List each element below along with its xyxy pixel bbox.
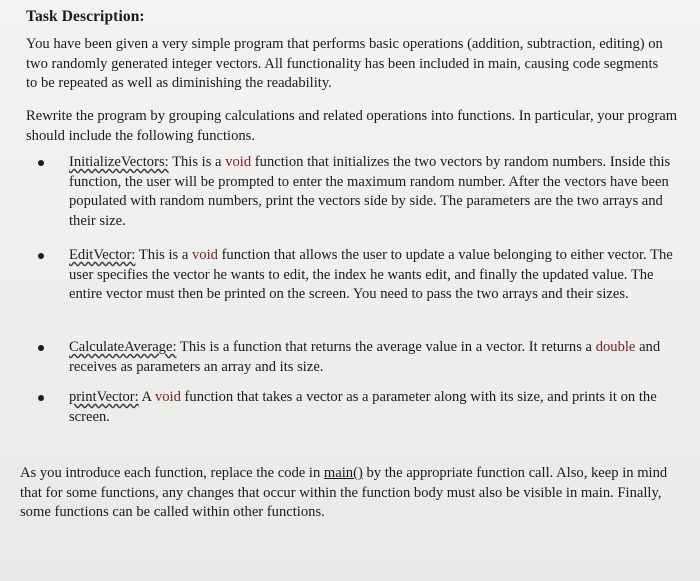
function-name: CalculateAverage: bbox=[69, 339, 177, 355]
description-text: A bbox=[138, 389, 155, 405]
keyword: void bbox=[191, 247, 218, 263]
bullet-dot-icon bbox=[38, 345, 44, 351]
function-description bbox=[69, 338, 689, 377]
instructions-paragraph: Rewrite the program by grouping calculations and related operations into functions. In particular, your program should include the following functions. bbox=[26, 108, 678, 144]
description-text: This is a function that returns the average value in a vector. It returns a bbox=[176, 339, 596, 355]
description-text: function that allows the user to update a value belonging to either vector. The user specifies the vector he wants to edit, the index he wants edit, and finally the updated value. The entire vector must then be printed on the screen. You need to pass the two arrays and their sizes. bbox=[69, 247, 673, 302]
task-heading: Task Description: bbox=[26, 8, 145, 25]
keyword: void bbox=[154, 389, 181, 405]
function-description bbox=[69, 246, 689, 305]
keyword: double bbox=[595, 339, 636, 355]
bullet-dot-icon bbox=[38, 395, 44, 401]
function-name: InitializeVectors: bbox=[69, 154, 169, 170]
intro-paragraph: You have been given a very simple program that performs basic operations (addition, subtraction, editing) on two randomly generated integer vectors. All functionality has been included in main, causing code segments to be repeated as well as diminishing the readability. bbox=[26, 36, 663, 91]
description-text: This is a bbox=[135, 247, 192, 263]
function-description bbox=[69, 388, 689, 427]
bullet-dot-icon bbox=[38, 160, 44, 166]
keyword: void bbox=[225, 154, 252, 170]
function-description bbox=[69, 153, 689, 231]
description-text: and receives as parameters an array and its size. bbox=[69, 339, 661, 375]
closing-text: As you introduce each function, replace the code in bbox=[20, 465, 324, 481]
function-name: EditVector: bbox=[69, 247, 136, 263]
description-text: function that initializes the two vectors by random numbers. Inside this function, the user will be prompted to enter the maximum random number. After the vectors have been populated with random numbers, print the vectors side by side. The parameters are the two arrays and their size. bbox=[69, 154, 671, 229]
function-name: printVector: bbox=[69, 389, 139, 405]
closing-text: by the appropriate function call. Also, keep in mind that for some functions, any changes that occur within the function body must also be visible in main. Finally, some functions can be called within other functions. bbox=[20, 465, 668, 520]
closing-paragraph bbox=[20, 464, 692, 523]
bullet-dot-icon bbox=[38, 253, 44, 259]
main-function-reference: main() bbox=[323, 465, 363, 481]
description-text: function that takes a vector as a parameter along with its size, and prints it on the screen. bbox=[69, 389, 657, 425]
description-text: This is a bbox=[168, 154, 226, 170]
